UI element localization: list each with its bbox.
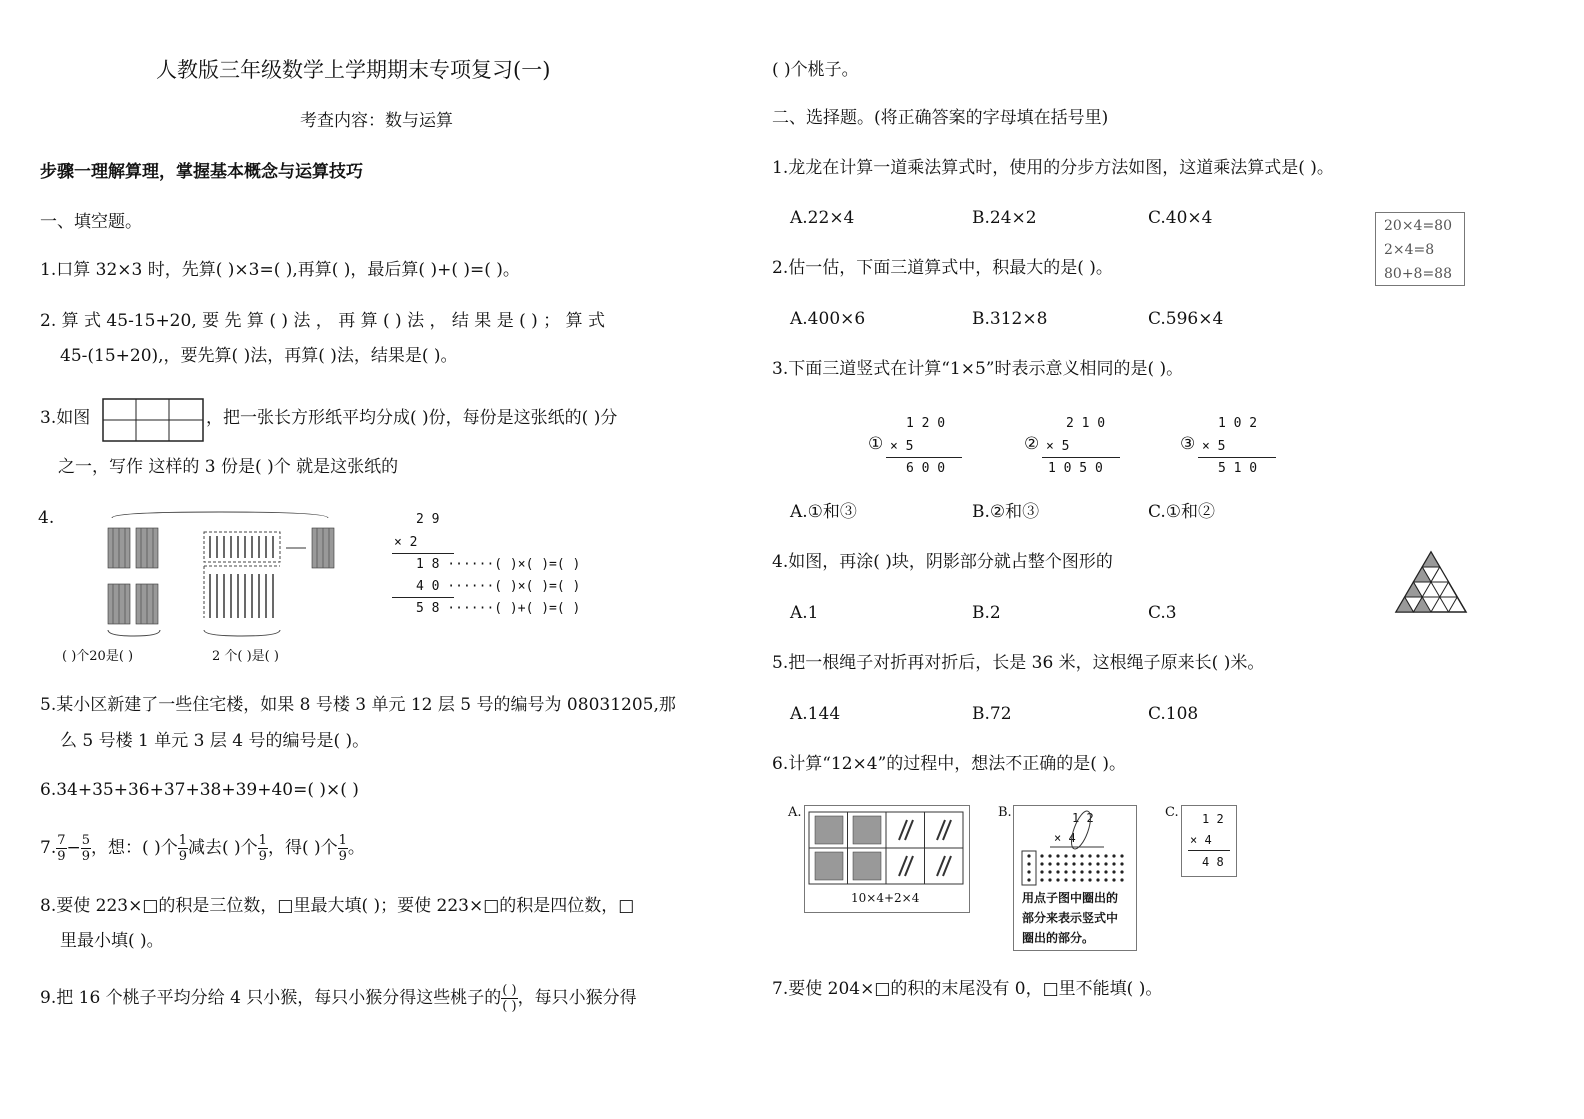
question-6: 6.34+35+36+37+38+39+40=( )×( ) [40,780,359,800]
choice-4-question: 4.如图，再涂( )块，阴影部分就占整个图形的 [772,552,1113,572]
vertical-label-1: ① [868,434,884,454]
vertical-calc-figure [1181,805,1237,877]
question-3-text: ，把一张长方形纸平均分成( )份，每份是这张纸的( )分 [206,408,618,428]
vertical-2-line [1042,457,1120,458]
section-heading-fill: 一、填空题。 [40,212,142,232]
choice-5-option-a: A.144 [790,704,841,724]
vertical-3-result: 5 1 0 [1218,461,1258,476]
choice-1-option-a: A.22×4 [790,208,855,228]
vertical-2-top: 2 1 0 [1066,416,1106,431]
section-heading-choice: 二、选择题。(将正确答案的字母填在括号里) [772,108,1109,128]
bundle-grid-figure [804,805,970,913]
figure-label-c: C. [1165,805,1179,820]
stick-bundles-figure [100,508,345,643]
step-heading: 步骤一理解算理，掌握基本概念与运算技巧 [40,162,363,182]
figure-a-caption: 10×4+2×4 [851,891,920,905]
choice-3-option-a: A.①和③ [790,502,857,522]
q4-row-3: 5 8 ······( )+( )=( ) [416,601,581,616]
step-calculation-box [1375,212,1465,286]
q4-vertical-multiplier: × 2 [394,535,418,550]
vertical-3-mul: × 5 [1202,439,1226,454]
figure-c-line [1188,850,1230,851]
choice-5-question: 5.把一根绳子对折再对折后，长是 36 米，这根绳子原来长( )米。 [772,653,1265,673]
blank-fraction: ( ) ( ) [502,983,517,1014]
choice-2-option-a: A.400×6 [790,309,866,329]
vertical-label-3: ③ [1180,434,1196,454]
calc-line: 2×4=8 [1384,242,1435,258]
choice-4-option-b: B.2 [972,603,1001,623]
figure-b-note-line2: 部分来表示竖式中 [1022,911,1119,925]
calc-line: 80+8=88 [1384,266,1452,282]
page-title: 人教版三年级数学上学期期末专项复习(一) [156,58,551,82]
vertical-2-result: 1 0 5 0 [1048,461,1103,476]
figure-b-top: 1 2 [1072,811,1094,825]
question-1: 1.口算 32×3 时，先算( )×3=( ),再算( )，最后算( )+( )=( )。 [40,260,520,280]
q4-line-1 [392,553,454,554]
triangle-figure [1394,550,1468,614]
q9-text: 9.把 16 个桃子平均分给 4 只小猴，每只小猴分得这些桃子的 [40,988,502,1008]
choice-3-option-c: C.①和② [1148,502,1216,522]
figure-b-mul: × 4 [1054,831,1076,845]
q4-row-2: 4 0 ······( )×( )=( ) [416,579,581,594]
calc-line: 20×4=80 [1384,218,1452,234]
question-2-line1: 2. 算 式 45-15+20, 要 先 算 ( ) 法 ， 再 算 ( ) 法 ， 结 果 是 ( ) ； 算 式 [40,311,605,331]
page-subtitle: 考查内容：数与运算 [300,111,453,131]
choice-1-option-c: C.40×4 [1148,208,1213,228]
vertical-1-line [886,457,962,458]
choice-3-question: 3.下面三道竖式在计算“1×5”时表示意义相同的是( )。 [772,359,1184,379]
question-4-number: 4. [38,508,55,528]
vertical-3-line [1198,457,1276,458]
choice-5-option-b: B.72 [972,704,1012,724]
q4-caption-left: ( )个20是( ) [62,649,134,664]
q7-text: 。 [347,838,365,858]
figure-c-mul: × 4 [1190,833,1212,847]
question-2-line2: 45-(15+20),，要先算( )法，再算( )法，结果是( )。 [60,346,458,366]
choice-7-question: 7.要使 204×□的积的末尾没有 0，□里不能填( )。 [772,979,1163,999]
q7-text: ，得( )个 [267,838,338,858]
q7-text: ，想：( )个 [91,838,178,858]
q7-number: 7. [40,838,57,858]
choice-4-option-a: A.1 [790,603,819,623]
choice-6-question: 6.计算“12×4”的过程中，想法不正确的是( )。 [772,754,1126,774]
question-7 [40,826,365,870]
choice-2-question: 2.估一估，下面三道算式中，积最大的是( )。 [772,258,1113,278]
vertical-2-mul: × 5 [1046,439,1070,454]
fraction: $\frac{5}{9}$ [81,833,91,864]
fraction: $\frac{1}{9}$ [258,833,267,864]
choice-2-option-c: C.596×4 [1148,309,1224,329]
q4-line-2 [392,597,454,598]
choice-5-option-c: C.108 [1148,704,1199,724]
question-8-line1: 8.要使 223×□的积是三位数，□里最大填( )；要使 223×□的积是四位数，□ [40,896,635,916]
figure-label-a: A. [788,805,802,820]
figure-label-b: B. [998,805,1012,820]
vertical-label-2: ② [1024,434,1040,454]
question-3-line2: 之一，写作 这样的 3 份是( )个 就是这张纸的 [58,457,399,477]
q4-row-1: 1 8 ······( )×( )=( ) [416,557,581,572]
vertical-1-result: 6 0 0 [906,461,946,476]
fraction: $\frac{7}{9}$ [57,833,66,864]
fraction: $\frac{1}{9}$ [178,833,187,864]
question-3-prefix: 3.如图 [40,408,91,428]
q4-caption-right: 2 个( )是( ) [212,649,279,664]
vertical-3-top: 1 0 2 [1218,416,1258,431]
vertical-1-top: 1 2 0 [906,416,946,431]
figure-b-note-line3: 圈出的部分。 [1022,931,1095,945]
choice-1-question: 1.龙龙在计算一道乘法算式时，使用的分步方法如图，这道乘法算式是( )。 [772,158,1334,178]
q9-text-end: ，每只小猴分得 [517,988,637,1008]
q9-continuation: ( )个桃子。 [772,60,859,80]
choice-3-option-b: B.②和③ [972,502,1040,522]
choice-4-option-c: C.3 [1148,603,1177,623]
choice-2-option-b: B.312×8 [972,309,1048,329]
figure-c-result: 4 8 [1202,855,1224,869]
figure-c-top: 1 2 [1202,812,1224,826]
question-5-line1: 5.某小区新建了一些住宅楼，如果 8 号楼 3 单元 12 层 5 号的编号为 08031205,那 [40,695,676,715]
rectangle-paper-figure [102,398,204,442]
figure-b-note-line1: 用点子图中圈出的 [1022,891,1119,905]
minus-sign: − [66,838,81,858]
choice-1-option-b: B.24×2 [972,208,1037,228]
fraction: $\frac{1}{9}$ [338,833,347,864]
question-8-line2: 里最小填( )。 [60,931,164,951]
dot-array-figure [1013,805,1137,951]
q7-text: 减去( )个 [188,838,258,858]
question-9 [40,976,637,1020]
question-5-line2: 么 5 号楼 1 单元 3 层 4 号的编号是( )。 [60,731,370,751]
q4-vertical-top: 2 9 [416,512,440,527]
vertical-1-mul: × 5 [890,439,914,454]
